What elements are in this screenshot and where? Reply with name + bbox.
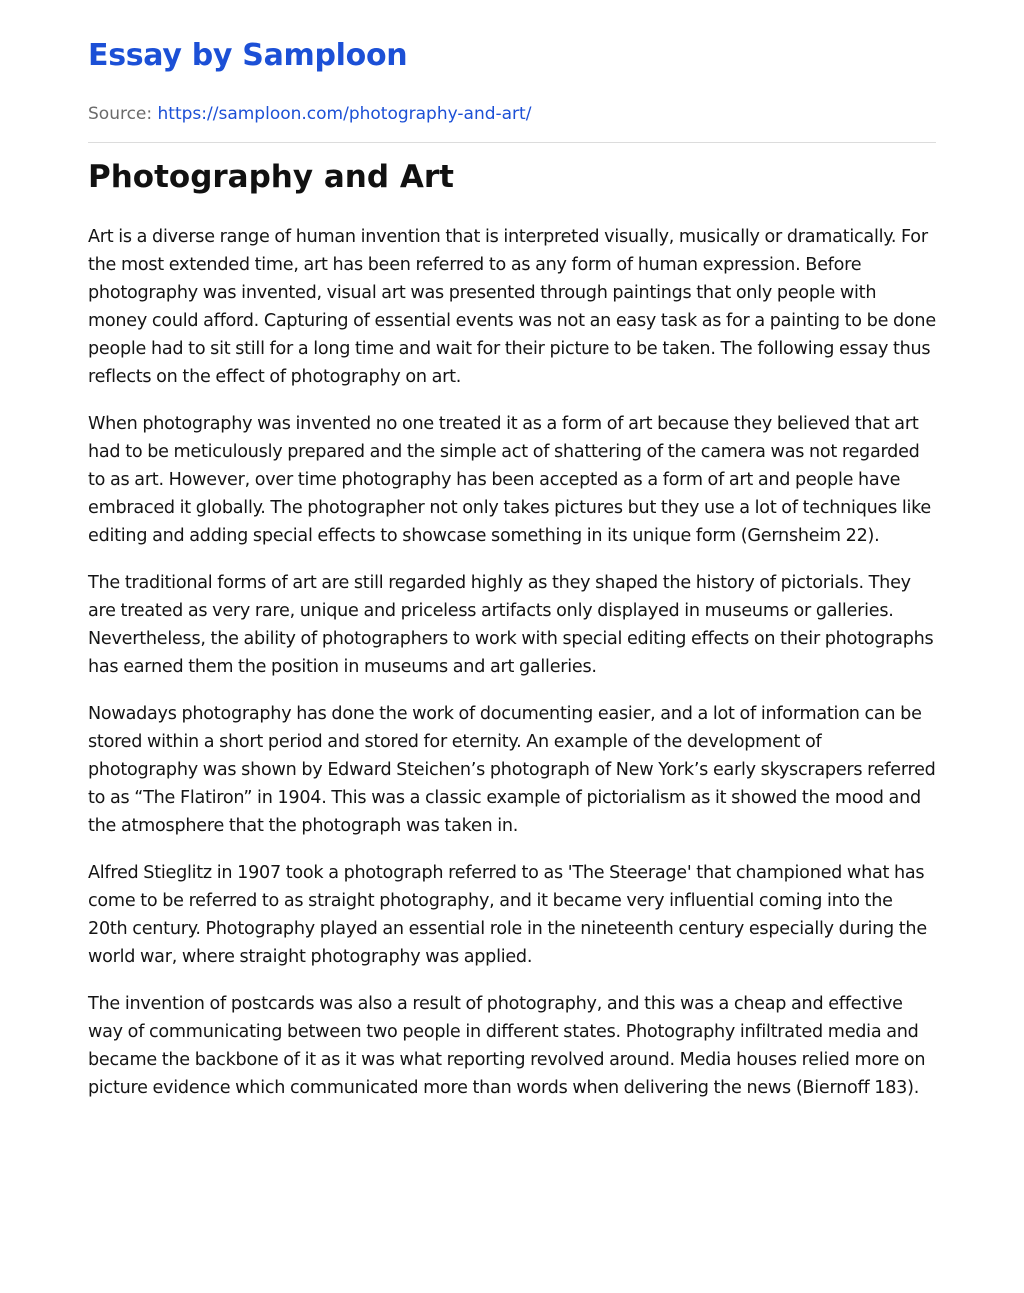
essay-paragraph: The traditional forms of art are still regarded highly as they shaped the history of pictorials. They are treated as very rare, unique and priceless artifacts only displayed in museums or galleries. Nevertheless, the ability of photographers to work with special editing effects on their photographs has earned them the position in museums and art galleries. [88, 573, 934, 677]
essay-paragraph: The invention of postcards was also a result of photography, and this was a cheap and effective way of communicating between two people in different states. Photography infiltrated media and became the backbone of it as it was what reporting revolved around. Media houses relied more on picture evidence which communicated more than words when delivering the news (Biernoff 183). [88, 994, 926, 1098]
essay-paragraph: Alfred Stieglitz in 1907 took a photograph referred to as 'The Steerage' that championed what has come to be referred to as straight photography, and it became very influential coming into the 20th century. Photography played an essential role in the nineteenth century especially during the world war, where straight photography was applied. [88, 863, 927, 967]
essay-paragraph: Nowadays photography has done the work of documenting easier, and a lot of information can be stored within a short period and stored for eternity. An example of the development of photography was shown by Edward Steichen’s photograph of New York’s early skyscrapers referred to as “The Flatiron” in 1904. This was a classic example of pictorialism as it showed the mood and the atmosphere that the photograph was taken in. [88, 704, 936, 836]
essay-body [88, 223, 936, 1102]
header-divider [88, 142, 936, 143]
essay-title: Photography and Art [88, 159, 454, 195]
source-link[interactable]: https://samploon.com/photography-and-art/ [157, 104, 532, 124]
essay-paragraph: Art is a diverse range of human invention that is interpreted visually, musically or dramatically. For the most extended time, art has been referred to as any form of human expression. Before photography was invented, visual art was presented through paintings that only people with money could afford. Capturing of essential events was not an easy task as for a painting to be done people had to sit still for a long time and wait for their picture to be taken. The following essay thus reflects on the effect of photography on art. [88, 227, 936, 387]
brand-heading: Essay by Samploon [88, 38, 408, 73]
essay-paragraph: When photography was invented no one treated it as a form of art because they believed that art had to be meticulously prepared and the simple act of shattering of the camera was not regarded to as art. However, over time photography has been accepted as a form of art and people have embraced it globally. The photographer not only takes pictures but they use a lot of techniques like editing and adding special effects to showcase something in its unique form (Gernsheim 22). [88, 414, 932, 546]
source-label: Source: [88, 104, 153, 124]
source-line [88, 102, 936, 126]
